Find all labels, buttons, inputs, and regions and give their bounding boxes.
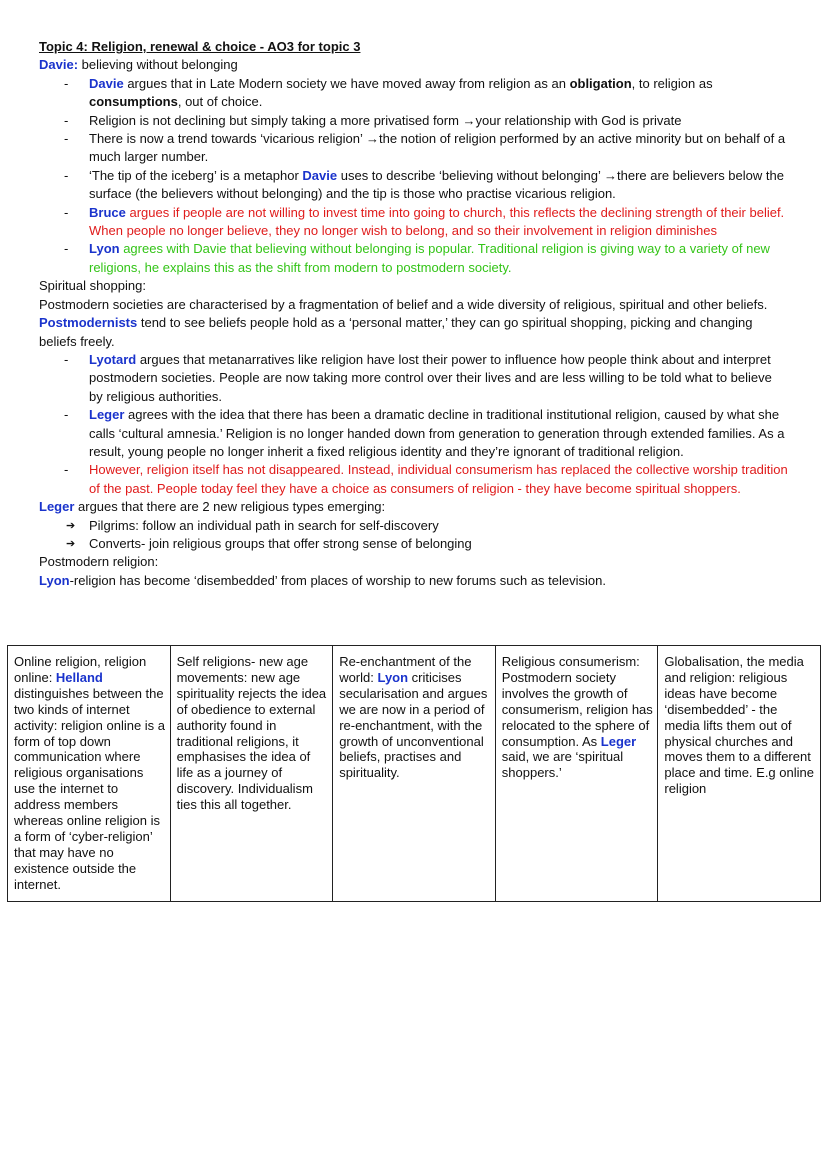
theorist-name: Davie	[89, 75, 124, 91]
theorist-name: Lyon	[377, 669, 409, 685]
type-converts: ➔ Converts- join religious groups that offer strong sense of belonging	[0, 535, 828, 553]
theorist-name: Bruce	[89, 204, 126, 220]
table-row	[8, 646, 821, 902]
postmodern-religion-heading: Postmodern religion:	[39, 554, 159, 570]
point-text: argues that metanarratives like religion have lost their power to influence how people think about and interpret postmodern societies. People are now taking more control over their lives and are less willing to be told what to believe by religious authorities.	[89, 351, 772, 404]
cell-text: criticises secularisation and argues we are now in a period of re-enchantment, with the growth of unconventional beliefs, practises and spirituality.	[339, 669, 488, 781]
key-term: obligation	[569, 75, 632, 91]
spiritual-shopping-heading: Spiritual shopping:	[39, 278, 146, 294]
cell-text: Online religion, religion online:	[14, 654, 147, 685]
cell-text: distinguishes between the two kinds of internet activity: religion online is a form of top down communication where religious organisations use the internet to address members whereas online religion is a form of ‘cyber-religion’ that may have no existence outside the internet.	[14, 685, 166, 892]
type-pilgrims: ➔ Pilgrims: follow an individual path in search for self-discovery	[0, 517, 828, 535]
page-title: Topic 4: Religion, renewal & choice - AO3 for topic 3	[39, 39, 361, 54]
point-text: , out of choice.	[177, 94, 263, 110]
lyon-disembedded-line	[0, 572, 828, 590]
however-point: - However, religion itself has not disappeared. Instead, individual consumerism has replaced the collective worship tradition of the past. People today feel they have a choice as consumers of religion - they have become spiritual shoppers.	[0, 461, 828, 498]
davie-point-1	[0, 75, 828, 112]
paragraph-text: Postmodern societies are characterised by a fragmentation of belief and a wide diversity of religious, spiritual and other beliefs.	[39, 296, 768, 312]
theorist-name: Davie	[302, 167, 338, 183]
cell-text: said, we are ‘spiritual shoppers.’	[501, 749, 624, 781]
davie-heading	[0, 56, 828, 74]
document-page	[0, 38, 828, 590]
davie-point-4	[0, 167, 828, 204]
davie-heading-text: believing without belonging	[78, 57, 238, 73]
lyon-point	[0, 240, 828, 277]
table-cell-self-religions	[170, 646, 333, 902]
table-cell-online-religion	[8, 646, 171, 902]
key-term: consumptions	[89, 94, 178, 110]
cell-text: Re-enchantment of the world:	[339, 654, 472, 685]
theorist-name: Lyon	[39, 572, 70, 588]
theorist-name: Leger	[39, 499, 75, 515]
table-cell-re-enchantment	[333, 646, 496, 902]
paragraph-text: tend to see beliefs people hold as a ‘personal matter,’ they can go spiritual shopping, picking and changing beliefs freely.	[39, 315, 753, 349]
point-text: , to religion as	[631, 75, 713, 91]
line-text: -religion has become ‘disembedded’ from places of worship to new forums such as television.	[69, 572, 606, 588]
theorist-name: Lyon	[89, 241, 120, 257]
theorist-name: Lyotard	[89, 351, 137, 367]
lyotard-point	[0, 351, 828, 406]
line-text: argues that there are 2 new religious types emerging:	[74, 499, 386, 515]
cell-text: Self religions- new age movements: new age spirituality rejects the idea of obedience to external authority found in traditional religions, it emphasises the idea of life as a journey of discovery. Individualism ties this all together.	[176, 654, 327, 813]
point-text: argues that in Late Modern society we have moved away from religion as an	[123, 75, 570, 91]
point-text: agrees with the idea that there has been a dramatic decline in traditional institutional religion, caused by what she calls ‘cultural amnesia.’ Religion is no longer handed down from generation to generation through extended families. As a result, young people no longer inherit a fixed religious identity and they’re ignorant of traditional religion.	[89, 407, 785, 459]
leger-point	[0, 406, 828, 461]
davie-point-2: - Religion is not declining but simply taking a more privatised form →your relationship with God is private	[0, 112, 828, 130]
bruce-point	[0, 204, 828, 241]
theorist-name: Leger	[600, 733, 637, 749]
table-cell-globalisation	[658, 646, 821, 902]
point-text: uses to describe ‘believing without belonging’ →there are believers below the surface (the believers without belonging) and the tip is those who practise vicarious religion.	[89, 167, 784, 202]
davie-list	[0, 75, 828, 277]
davie-point-3: - There is now a trend towards ‘vicarious religion’ →the notion of religion performed by an active minority but on behalf of a much larger number.	[0, 130, 828, 167]
point-text: argues if people are not willing to invest time into going to church, this reflects the declining strength of their belief. When people no longer believe, they no longer wish to belong, and so their involvement in religion diminishes	[89, 204, 785, 239]
theorist-name: Helland	[55, 669, 103, 685]
cell-text: Globalisation, the media and religion: religious ideas have become ‘disembedded’ - the media lifts them out of physical churches and moves them to a different place and time. E.g online religion	[664, 654, 814, 797]
spiritual-shopping-paragraph	[0, 296, 828, 351]
davie-heading-name: Davie:	[39, 57, 79, 73]
spiritual-list	[0, 351, 828, 498]
point-text: ‘The tip of the iceberg’ is a metaphor	[89, 167, 303, 183]
cell-text: Religious consumerism: Postmodern society involves the growth of consumerism, religion has relocated to the sphere of consumption. As	[501, 654, 653, 749]
table-cell-religious-consumerism	[495, 646, 658, 902]
leger-types-line	[0, 498, 828, 516]
postmodern-religion-table	[7, 645, 821, 902]
religious-types-list	[0, 517, 828, 554]
theorist-name: Postmodernists	[39, 315, 138, 331]
point-text: agrees with Davie that believing without belonging is popular. Traditional religion is giving way to a variety of new religions, he explains this as the shift from modern to postmodern society.	[89, 241, 770, 275]
theorist-name: Leger	[89, 407, 125, 423]
